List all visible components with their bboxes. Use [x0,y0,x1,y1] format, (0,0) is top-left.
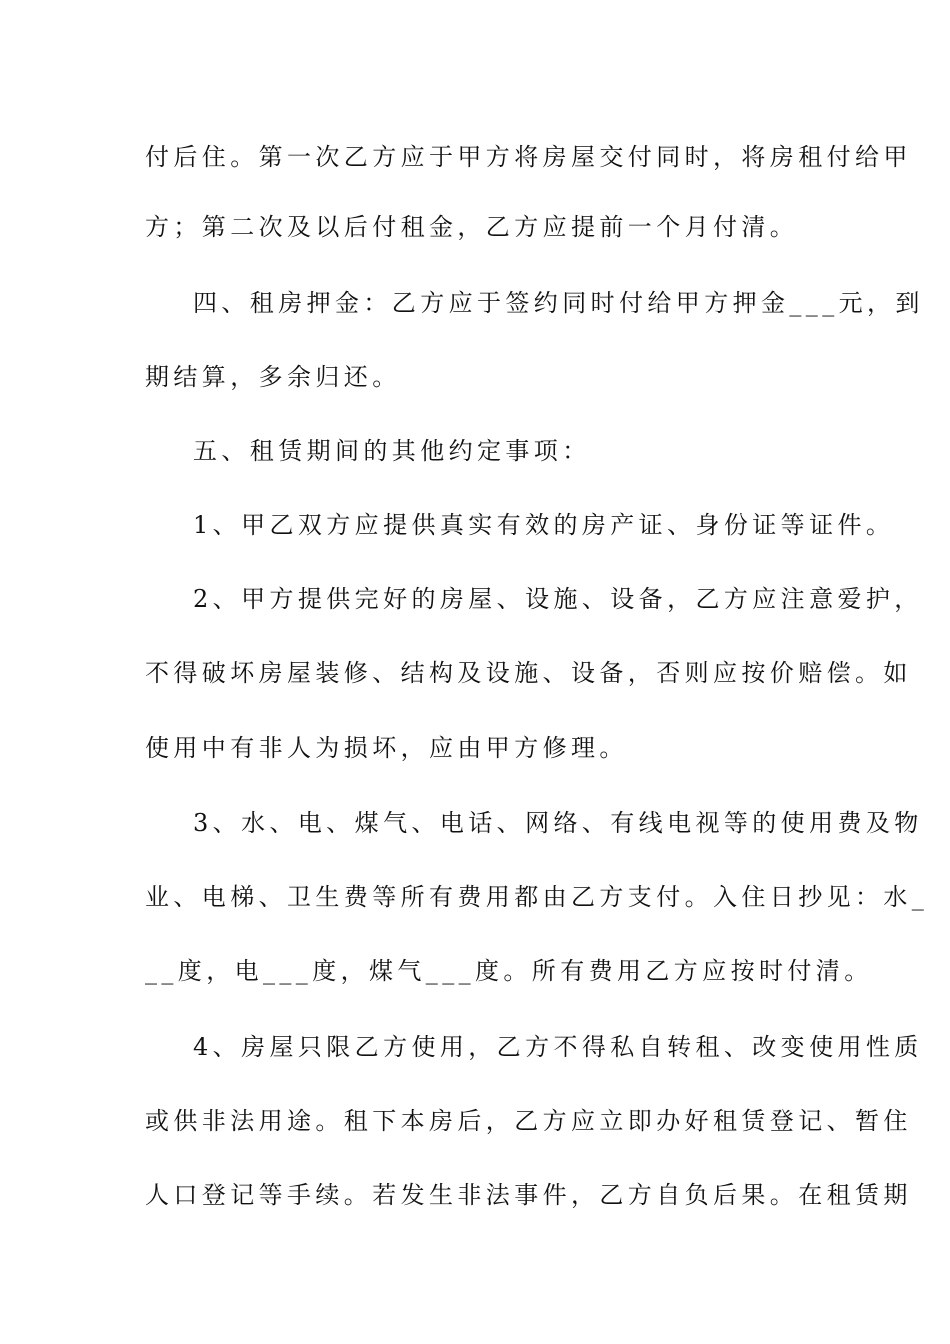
paragraph-heading-deposit: 四、租房押金：乙方应于签约同时付给甲方押金___元，到 [193,289,924,317]
text-line: 付后住。第一次乙方应于甲方将房屋交付同时，将房租付给甲 [145,143,912,171]
text-line: 不得破坏房屋装修、结构及设施、设备，否则应按价赔偿。如 [145,659,912,687]
clause-3: 3、水、电、煤气、电话、网络、有线电视等的使用费及物 [193,809,923,837]
text-line: 人口登记等手续。若发生非法事件，乙方自负后果。在租赁期 [145,1181,912,1209]
text-line: 方；第二次及以后付租金，乙方应提前一个月付清。 [145,213,799,241]
text-line: __度，电___度，煤气___度。所有费用乙方应按时付清。 [145,957,873,985]
text-line: 期结算，多余归还。 [145,363,401,391]
text-line: 或供非法用途。租下本房后，乙方应立即办好租赁登记、暂住 [145,1107,912,1135]
paragraph-heading-other-terms: 五、租赁期间的其他约定事项： [193,437,591,465]
clause-1: 1、甲乙双方应提供真实有效的房产证、身份证等证件。 [193,511,895,539]
clause-4: 4、房屋只限乙方使用，乙方不得私自转租、改变使用性质 [193,1033,923,1061]
clause-2: 2、甲方提供完好的房屋、设施、设备，乙方应注意爱护， [193,585,923,613]
text-line: 使用中有非人为损坏，应由甲方修理。 [145,734,628,762]
text-line: 业、电梯、卫生费等所有费用都由乙方支付。入住日抄见：水_ [145,883,929,911]
